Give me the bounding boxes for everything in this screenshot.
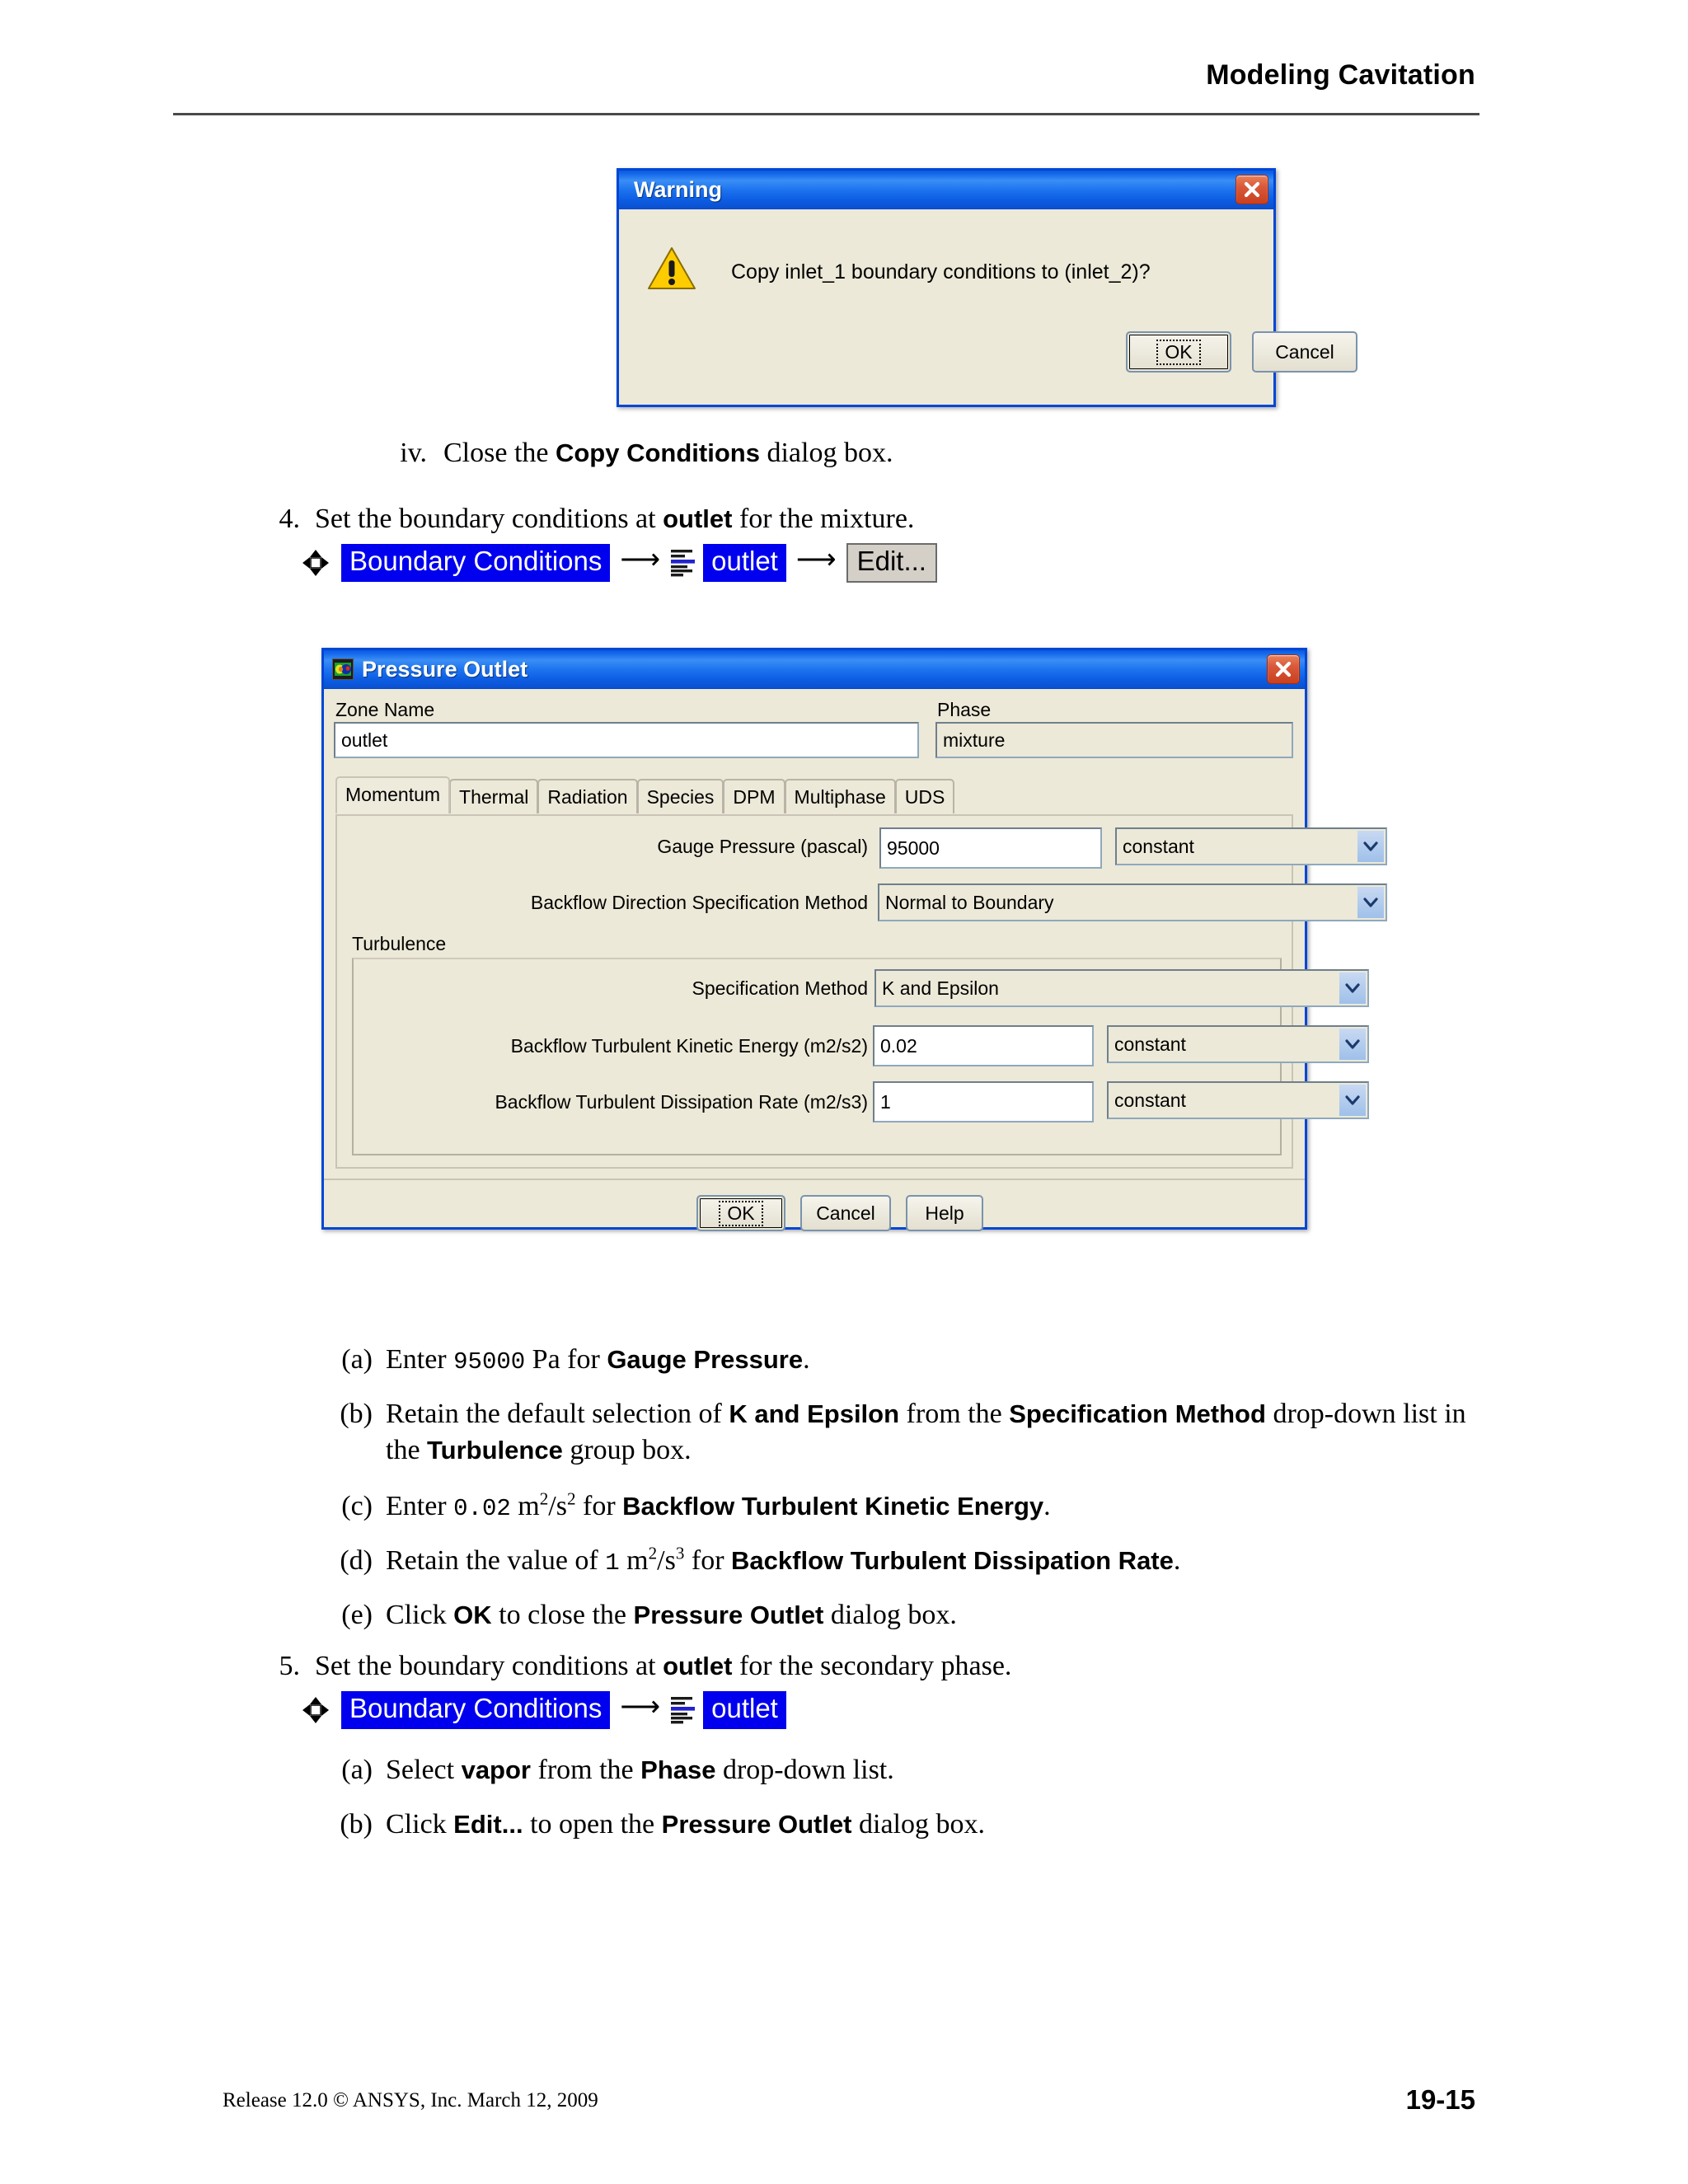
warning-dialog[interactable]: [617, 168, 1334, 407]
page-footer: [223, 2084, 1475, 2115]
backflow-tdr-method-dropdown[interactable]: [1107, 1081, 1369, 1119]
substep-marker: (b): [340, 1809, 373, 1840]
step-4-marker: 4.: [279, 504, 300, 534]
superscript: 2: [648, 1543, 658, 1563]
backflow-direction-value: Normal to Boundary: [885, 891, 1054, 913]
plain-text: from the: [899, 1399, 1010, 1429]
plain-text: dialog box.: [851, 1809, 985, 1840]
step-iv-text: [443, 435, 1370, 471]
chevron-down-icon[interactable]: [1339, 1029, 1366, 1060]
turbulence-group-label: Turbulence: [352, 933, 447, 954]
four-way-arrow-icon: [302, 549, 330, 577]
warning-ok-button[interactable]: [1126, 331, 1231, 373]
nav-chip-boundary-conditions[interactable]: Boundary Conditions: [341, 1691, 610, 1729]
plain-text: /s: [548, 1491, 567, 1521]
close-icon[interactable]: [1236, 175, 1268, 204]
substep-text: [386, 1807, 1467, 1843]
nav-arrow-2: ⟶: [795, 545, 837, 575]
step-4-row: [262, 501, 1457, 537]
literal-value: 0.02: [453, 1495, 511, 1522]
plain-text: Pa for: [525, 1344, 607, 1375]
substep-marker: (e): [341, 1600, 373, 1630]
backflow-tke-value: 0.02: [880, 1034, 917, 1057]
nav-chip-boundary-conditions[interactable]: Boundary Conditions: [341, 544, 610, 582]
plain-text: dialog box.: [823, 1600, 957, 1630]
step-4-text-1: Set the boundary conditions at: [315, 504, 663, 534]
ui-term: K and Epsilon: [729, 1399, 900, 1428]
step-5-navigation: [302, 1691, 786, 1729]
chevron-down-icon[interactable]: [1339, 972, 1366, 1004]
backflow-tdr-input[interactable]: [873, 1081, 1094, 1122]
close-icon[interactable]: [1267, 654, 1300, 684]
zone-name-input[interactable]: [334, 722, 919, 758]
pressure-outlet-tabstrip: [335, 776, 954, 813]
fluent-contour-icon: [332, 658, 354, 680]
superscript: 2: [566, 1488, 576, 1509]
list-selection-icon: [670, 548, 696, 578]
gauge-pressure-value: 95000: [887, 837, 940, 859]
tab-multiphase[interactable]: Multiphase: [785, 779, 896, 813]
turbulence-groupbox: [352, 958, 1282, 1155]
step-5-text-1: Set the boundary conditions at: [315, 1651, 663, 1681]
backflow-tke-input[interactable]: [873, 1025, 1094, 1066]
step-5-marker: 5.: [279, 1651, 300, 1681]
warning-dialog-title: Warning: [634, 176, 722, 202]
nav-arrow-1: ⟶: [620, 1692, 661, 1722]
literal-value: 95000: [453, 1348, 526, 1376]
plain-text: from the: [531, 1755, 641, 1785]
step-5-text-2: for the secondary phase.: [732, 1651, 1012, 1681]
pressure-outlet-ok-label: OK: [719, 1201, 762, 1226]
substep-row: [313, 1488, 1467, 1525]
superscript: 2: [539, 1488, 549, 1509]
plain-text: to close the: [491, 1600, 634, 1630]
specification-method-value: K and Epsilon: [882, 977, 999, 999]
specification-method-label: Specification Method: [692, 977, 868, 999]
substep-row: [313, 1807, 1467, 1843]
literal-value: 1: [605, 1549, 620, 1577]
pressure-outlet-titlebar[interactable]: [324, 650, 1305, 689]
substep-marker: (c): [341, 1491, 373, 1521]
ui-term: Pressure Outlet: [633, 1601, 824, 1629]
plain-text: .: [1173, 1545, 1181, 1576]
substep-text: [386, 1488, 1467, 1525]
substep-row: [313, 1342, 1467, 1378]
plain-text: Select: [386, 1755, 462, 1785]
backflow-tdr-label: Backflow Turbulent Dissipation Rate (m2/s3): [495, 1091, 868, 1113]
backflow-direction-label: Backflow Direction Specification Method: [530, 892, 868, 913]
step-4-navigation: [302, 544, 937, 582]
plain-text: /s: [657, 1545, 676, 1576]
warning-dialog-body: [619, 209, 1334, 405]
plain-text: m: [510, 1491, 540, 1521]
step-5-ui-1: outlet: [663, 1652, 733, 1680]
list-selection-icon: [670, 1695, 696, 1725]
ui-term: vapor: [461, 1755, 531, 1784]
warning-triangle-icon: [647, 246, 696, 296]
substep-marker: (a): [341, 1344, 373, 1375]
pressure-outlet-cancel-label: Cancel: [816, 1202, 875, 1224]
plain-text: group box.: [562, 1434, 692, 1465]
chevron-down-icon[interactable]: [1357, 831, 1384, 862]
warning-cancel-button[interactable]: [1252, 331, 1357, 373]
tab-thermal[interactable]: Thermal: [449, 779, 538, 813]
dialog-separator: [324, 1179, 1305, 1180]
release-info: Release 12.0 © ANSYS, Inc. March 12, 2009: [223, 2089, 598, 2111]
tab-radiation[interactable]: Radiation: [537, 779, 637, 813]
step-iv-text-2: dialog box.: [759, 438, 893, 468]
tab-momentum[interactable]: Momentum: [335, 776, 450, 813]
nav-chip-outlet[interactable]: outlet: [703, 544, 786, 582]
substep-row: [313, 1597, 1467, 1633]
ui-term: Gauge Pressure: [607, 1345, 804, 1374]
tab-uds[interactable]: UDS: [895, 779, 955, 813]
phase-label: Phase: [937, 699, 992, 720]
specification-method-dropdown[interactable]: [874, 969, 1369, 1007]
page-header: [173, 49, 1475, 115]
substep-row: [313, 1396, 1467, 1468]
substep-text: [386, 1543, 1467, 1579]
header-rule: [173, 113, 1479, 115]
backflow-tke-method-value: constant: [1114, 1033, 1186, 1055]
ui-term: Phase: [640, 1755, 716, 1784]
page-number: 19-15: [1405, 2084, 1475, 2115]
step-4-text: [315, 501, 1457, 537]
plain-text: Enter: [386, 1344, 454, 1375]
ui-term: Edit...: [453, 1810, 523, 1839]
chevron-down-icon[interactable]: [1357, 887, 1384, 918]
plain-text: m: [619, 1545, 649, 1576]
substep-marker: (a): [341, 1755, 373, 1785]
warning-ok-label: OK: [1156, 340, 1200, 365]
nav-arrow-1: ⟶: [620, 545, 661, 575]
backflow-tdr-method-value: constant: [1114, 1089, 1186, 1111]
plain-text: .: [1043, 1491, 1051, 1521]
phase-value: mixture: [943, 729, 1006, 751]
step-4-text-2: for the mixture.: [732, 504, 915, 534]
superscript: 3: [675, 1543, 685, 1563]
momentum-tab-panel: [335, 814, 1293, 1169]
step-iv-row: [381, 435, 1370, 471]
gauge-pressure-label: Gauge Pressure (pascal): [657, 836, 868, 857]
substep-row: [313, 1543, 1467, 1579]
plain-text: for: [575, 1491, 623, 1521]
ui-term: Pressure Outlet: [661, 1810, 852, 1839]
plain-text: Retain the value of: [386, 1545, 606, 1576]
pressure-outlet-dialog[interactable]: [321, 648, 1307, 1230]
plain-text: for: [684, 1545, 732, 1576]
pressure-outlet-help-label: Help: [925, 1202, 964, 1224]
ui-term: Specification Method: [1009, 1399, 1266, 1428]
plain-text: drop-down list.: [715, 1755, 894, 1785]
substep-text: [386, 1597, 1467, 1633]
nav-button-edit[interactable]: Edit...: [846, 543, 937, 583]
plain-text: Enter: [386, 1491, 454, 1521]
substep-marker: (d): [340, 1545, 373, 1576]
four-way-arrow-icon: [302, 1696, 330, 1724]
ui-term: Backflow Turbulent Dissipation Rate: [731, 1546, 1174, 1575]
substep-text: [386, 1342, 1467, 1378]
plain-text: Retain the default selection of: [386, 1399, 729, 1429]
warning-message: Copy inlet_1 boundary conditions to (inlet_2)?: [731, 260, 1151, 284]
plain-text: to open the: [523, 1809, 662, 1840]
tab-dpm[interactable]: DPM: [723, 779, 785, 813]
ui-term: Backflow Turbulent Kinetic Energy: [622, 1492, 1044, 1521]
nav-chip-outlet[interactable]: outlet: [703, 1691, 786, 1729]
pressure-outlet-help-button[interactable]: [906, 1195, 983, 1231]
chevron-down-icon[interactable]: [1339, 1085, 1366, 1116]
pressure-outlet-cancel-button[interactable]: [800, 1195, 891, 1231]
page-title: Modeling Cavitation: [1206, 59, 1475, 91]
warning-dialog-titlebar[interactable]: [619, 171, 1273, 209]
substep-text: [386, 1396, 1467, 1468]
plain-text: drop-down list in the: [386, 1399, 1466, 1465]
pressure-outlet-title: Pressure Outlet: [362, 656, 528, 682]
backflow-tke-label: Backflow Turbulent Kinetic Energy (m2/s2): [510, 1035, 868, 1057]
ui-term: OK: [453, 1601, 492, 1629]
zone-name-label: Zone Name: [335, 699, 435, 720]
ui-term: Turbulence: [427, 1435, 563, 1465]
gauge-pressure-method-dropdown[interactable]: [1115, 827, 1387, 865]
step-5-row: [262, 1648, 1457, 1685]
step-4-ui-1: outlet: [663, 504, 733, 533]
plain-text: Click: [386, 1600, 454, 1630]
backflow-tdr-value: 1: [880, 1090, 891, 1113]
substep-text: [386, 1752, 1467, 1788]
plain-text: .: [803, 1344, 810, 1375]
backflow-tke-method-dropdown[interactable]: [1107, 1025, 1369, 1063]
zone-name-value: outlet: [341, 729, 388, 751]
step-iv-text-1: Close the: [443, 438, 556, 468]
substep-marker: (b): [340, 1399, 373, 1429]
plain-text: Click: [386, 1809, 454, 1840]
step-5-text: [315, 1648, 1457, 1685]
step-iv-ui-1: Copy Conditions: [555, 438, 760, 467]
step-iv-marker: iv.: [400, 438, 427, 468]
pressure-outlet-body: [324, 689, 1305, 1227]
gauge-pressure-method-value: constant: [1123, 835, 1194, 857]
substep-row: [313, 1752, 1467, 1788]
backflow-direction-dropdown[interactable]: [878, 883, 1387, 921]
warning-cancel-label: Cancel: [1275, 340, 1334, 363]
tab-species[interactable]: Species: [637, 779, 724, 813]
phase-value-field[interactable]: [935, 722, 1293, 758]
gauge-pressure-input[interactable]: [879, 827, 1102, 869]
pressure-outlet-ok-button[interactable]: [696, 1195, 785, 1231]
